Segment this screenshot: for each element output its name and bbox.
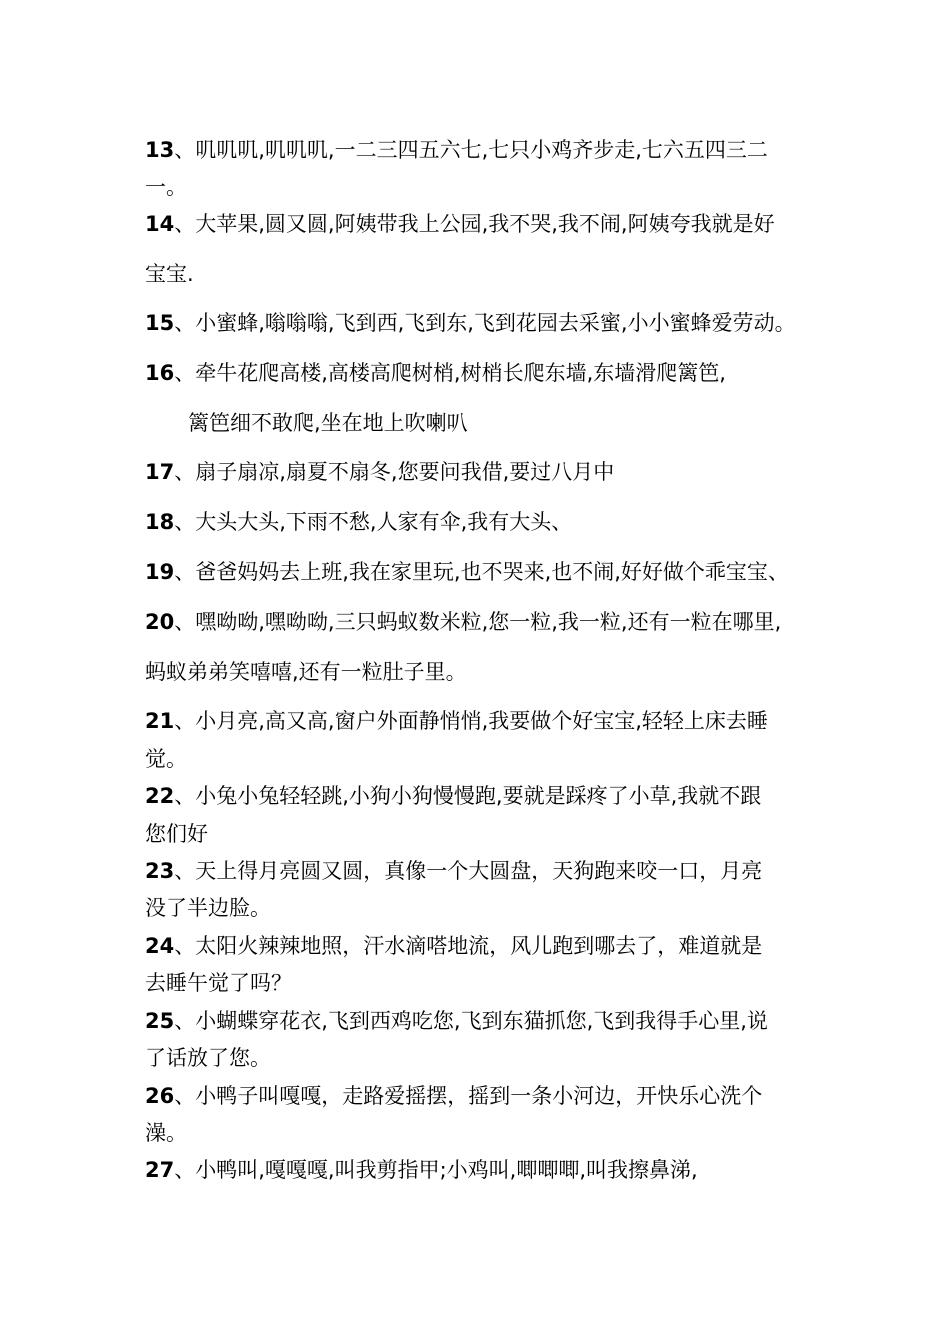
rhyme-16-number: 16 (145, 361, 175, 385)
rhyme-15-text-1: 小蜜蜂,嗡嗡嗡,飞到西,飞到东,飞到花园去采蜜,小小蜜蜂爱劳动。 (195, 311, 796, 335)
rhyme-24-line-2: 去睡午觉了吗？ (145, 971, 292, 995)
rhyme-24-line-1 (145, 932, 845, 960)
rhyme-22-separator: 、 (174, 784, 196, 808)
rhyme-19-text-1: 爸爸妈妈去上班,我在家里玩,也不哭来,也不闹,好好做个乖宝宝、 (195, 560, 789, 584)
rhyme-22-line-1 (145, 782, 845, 810)
rhyme-21-line-2: 觉。 (145, 747, 187, 771)
rhyme-23-separator: 、 (174, 859, 196, 883)
rhyme-22-line-2: 您们好 (145, 822, 208, 846)
rhyme-18-text-1: 大头大头,下雨不愁,人家有伞,我有大头、 (195, 510, 573, 534)
rhyme-24-separator: 、 (174, 934, 196, 958)
rhyme-22-number: 22 (145, 784, 175, 808)
rhyme-14-number: 14 (145, 212, 175, 236)
rhyme-16-text-1: 牵牛花爬高楼,高楼高爬树梢,树梢长爬东墙,东墙滑爬篱笆, (195, 361, 726, 385)
rhyme-20-text-1: 嘿呦呦,嘿呦呦,三只蚂蚁数米粒,您一粒,我一粒,还有一粒在哪里, (195, 610, 782, 634)
rhyme-25-line-2: 了话放了您。 (145, 1046, 271, 1070)
rhyme-13-separator: 、 (174, 138, 196, 162)
rhyme-27-line-1 (145, 1156, 845, 1184)
rhyme-25-text-1: 小蝴蝶穿花衣,飞到西鸡吃您,飞到东猫抓您,飞到我得手心里,说 (195, 1009, 768, 1033)
rhyme-19-number: 19 (145, 560, 175, 584)
rhyme-13-line-1 (145, 136, 845, 164)
rhyme-18-line-1 (145, 508, 845, 536)
rhyme-15-number: 15 (145, 311, 175, 335)
rhyme-14-line-2: 宝宝. (145, 262, 194, 286)
rhyme-23-text-1: 天上得月亮圆又圆，真像一个大圆盘，天狗跑来咬一口，月亮 (195, 859, 763, 883)
rhyme-26-number: 26 (145, 1084, 175, 1108)
rhyme-25-line-1 (145, 1007, 845, 1035)
rhyme-14-line-1 (145, 210, 845, 238)
rhyme-15-separator: 、 (174, 311, 196, 335)
rhyme-26-separator: 、 (174, 1084, 196, 1108)
rhyme-18-number: 18 (145, 510, 175, 534)
rhyme-23-line-1 (145, 857, 845, 885)
rhyme-16-line-2: 篱笆细不敢爬,坐在地上吹喇叭 (188, 411, 468, 435)
rhyme-27-number: 27 (145, 1158, 175, 1182)
rhyme-22-text-1: 小兔小兔轻轻跳,小狗小狗慢慢跑,要就是踩疼了小草,我就不跟 (195, 784, 762, 808)
rhyme-13-text-1: 叽叽叽,叽叽叽,一二三四五六七,七只小鸡齐步走,七六五四三二 (195, 138, 768, 162)
rhyme-26-line-2: 澡。 (145, 1121, 187, 1145)
rhyme-24-number: 24 (145, 934, 175, 958)
rhyme-20-line-1 (145, 608, 845, 636)
rhyme-16-line-1 (145, 359, 845, 387)
rhyme-17-separator: 、 (174, 460, 196, 484)
rhyme-14-text-1: 大苹果,圆又圆,阿姨带我上公园,我不哭,我不闹,阿姨夸我就是好 (195, 212, 775, 236)
rhyme-20-line-2: 蚂蚁弟弟笑嘻嘻,还有一粒肚子里。 (145, 660, 467, 684)
rhyme-19-separator: 、 (174, 560, 196, 584)
rhyme-20-number: 20 (145, 610, 175, 634)
rhyme-14-separator: 、 (174, 212, 196, 236)
rhyme-21-separator: 、 (174, 709, 196, 733)
rhyme-25-separator: 、 (174, 1009, 196, 1033)
rhyme-13-line-2: 一。 (145, 175, 187, 199)
rhyme-19-line-1 (145, 558, 845, 586)
rhyme-20-separator: 、 (174, 610, 196, 634)
rhyme-27-separator: 、 (174, 1158, 196, 1182)
rhyme-26-text-1: 小鸭子叫嘎嘎，走路爱摇摆，摇到一条小河边，开快乐心洗个 (195, 1084, 763, 1108)
rhyme-17-line-1 (145, 458, 845, 486)
rhyme-21-text-1: 小月亮,高又高,窗户外面静悄悄,我要做个好宝宝,轻轻上床去睡 (195, 709, 768, 733)
rhyme-21-number: 21 (145, 709, 175, 733)
rhyme-23-line-2: 没了半边脸。 (145, 896, 271, 920)
rhyme-27-text-1: 小鸭叫,嘎嘎嘎,叫我剪指甲;小鸡叫,唧唧唧,叫我擦鼻涕, (195, 1158, 698, 1182)
rhyme-13-number: 13 (145, 138, 175, 162)
rhyme-26-line-1 (145, 1082, 845, 1110)
rhyme-17-number: 17 (145, 460, 175, 484)
rhyme-18-separator: 、 (174, 510, 196, 534)
rhyme-25-number: 25 (145, 1009, 175, 1033)
rhyme-17-text-1: 扇子扇凉,扇夏不扇冬,您要问我借,要过八月中 (195, 460, 615, 484)
rhyme-15-line-1 (145, 309, 845, 337)
rhyme-16-separator: 、 (174, 361, 196, 385)
rhyme-24-text-1: 太阳火辣辣地照，汗水滴嗒地流，风儿跑到哪去了，难道就是 (195, 934, 763, 958)
rhyme-23-number: 23 (145, 859, 175, 883)
rhyme-21-line-1 (145, 707, 845, 735)
